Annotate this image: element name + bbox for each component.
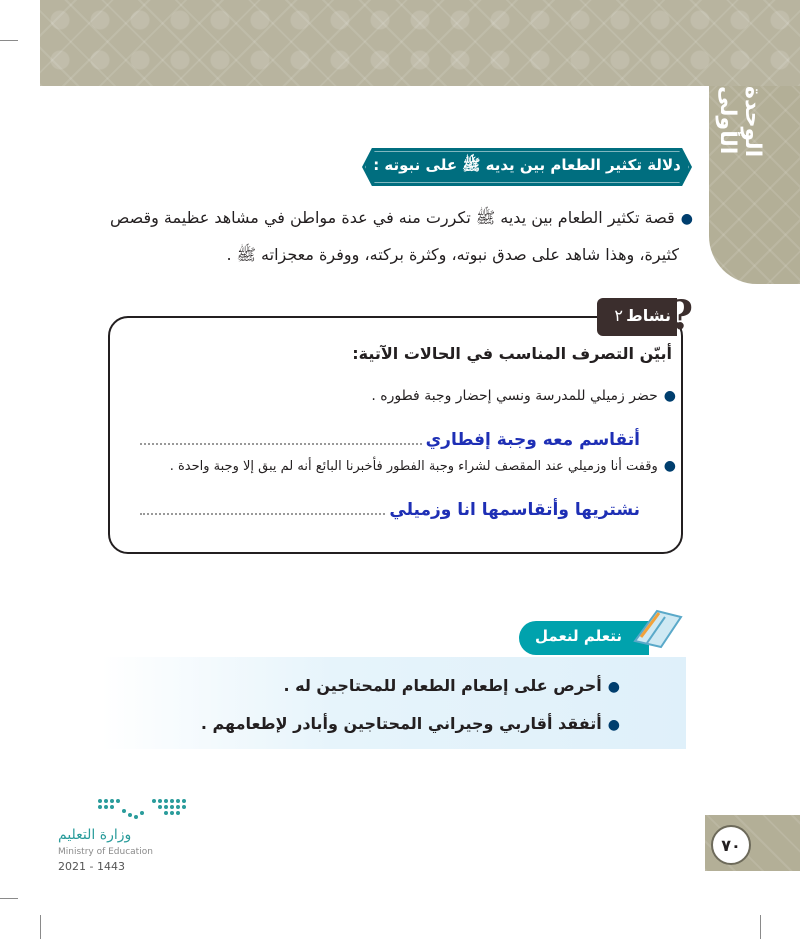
- activity-tab: [597, 292, 693, 339]
- learn-label: نتعلم لنعمل: [535, 627, 622, 645]
- paragraph-line: كثيرة، وهذا شاهد على صدق نبوته، وكثرة بركته، ووفرة معجزاته ﷺ .: [226, 245, 679, 264]
- activity-title: أبيّن التصرف المناسب في الحالات الآتية:: [352, 344, 672, 363]
- bullet-icon: ●: [607, 717, 620, 733]
- activity-label: نشاط: [626, 306, 671, 325]
- bullet-icon: ●: [607, 679, 620, 695]
- section-paragraph: [88, 200, 693, 272]
- question-mark-icon: ?: [669, 292, 693, 339]
- answer-text: نشتريها وأتقاسمها انا وزميلي: [389, 500, 640, 520]
- bullet-icon: ●: [663, 388, 676, 404]
- section-heading: [362, 148, 692, 186]
- unit-label: الوحدة الأولى: [715, 86, 765, 158]
- activity-number: ٢: [614, 306, 623, 325]
- paragraph-line: ●قصة تكثير الطعام بين يديه ﷺ تكررت منه في عدة مواطن في مشاهد عظيمة وقصص: [109, 208, 693, 227]
- edition-year: 2021 - 1443: [58, 860, 125, 873]
- learn-tab: [519, 617, 687, 657]
- book-icon: [627, 597, 687, 653]
- answer-field[interactable]: [140, 424, 640, 450]
- bullet-icon: ●: [663, 458, 676, 474]
- ministry-name-ar: وزارة التعليم: [58, 827, 132, 843]
- top-banner: [40, 0, 800, 86]
- crop-mark: [760, 915, 761, 939]
- crop-mark: [0, 40, 18, 41]
- activity-case: ●وقفت أنا وزميلي عند المقصف لشراء وجبة الفطور فأخبرنا البائع أنه لم يبق إلا وجبة واحدة .: [169, 458, 676, 474]
- learn-item: ●أتفقد أقاربي وجيراني المحتاجين وأبادر لإطعامهم .: [200, 714, 620, 733]
- page-number-tab: [705, 815, 800, 871]
- bullet-icon: ●: [680, 211, 693, 227]
- ministry-logo-icon: [96, 793, 192, 823]
- answer-text: أتقاسم معه وجبة إفطاري: [425, 430, 640, 450]
- ministry-name-en: Ministry of Education: [58, 847, 153, 857]
- dotted-line: [140, 513, 385, 515]
- crop-mark: [40, 915, 41, 939]
- learn-item: ●أحرص على إطعام الطعام للمحتاجين له .: [283, 676, 620, 695]
- activity-case: ●حضر زميلي للمدرسة ونسي إحضار وجبة فطوره .: [371, 388, 676, 404]
- section-heading-text: دلالة تكثير الطعام بين يديه ﷺ على نبوته :: [373, 156, 681, 174]
- dotted-line: [140, 443, 422, 445]
- page-number: ٧٠: [711, 825, 751, 865]
- learn-box: [102, 657, 686, 749]
- answer-field[interactable]: [140, 494, 640, 520]
- crop-mark: [0, 898, 18, 899]
